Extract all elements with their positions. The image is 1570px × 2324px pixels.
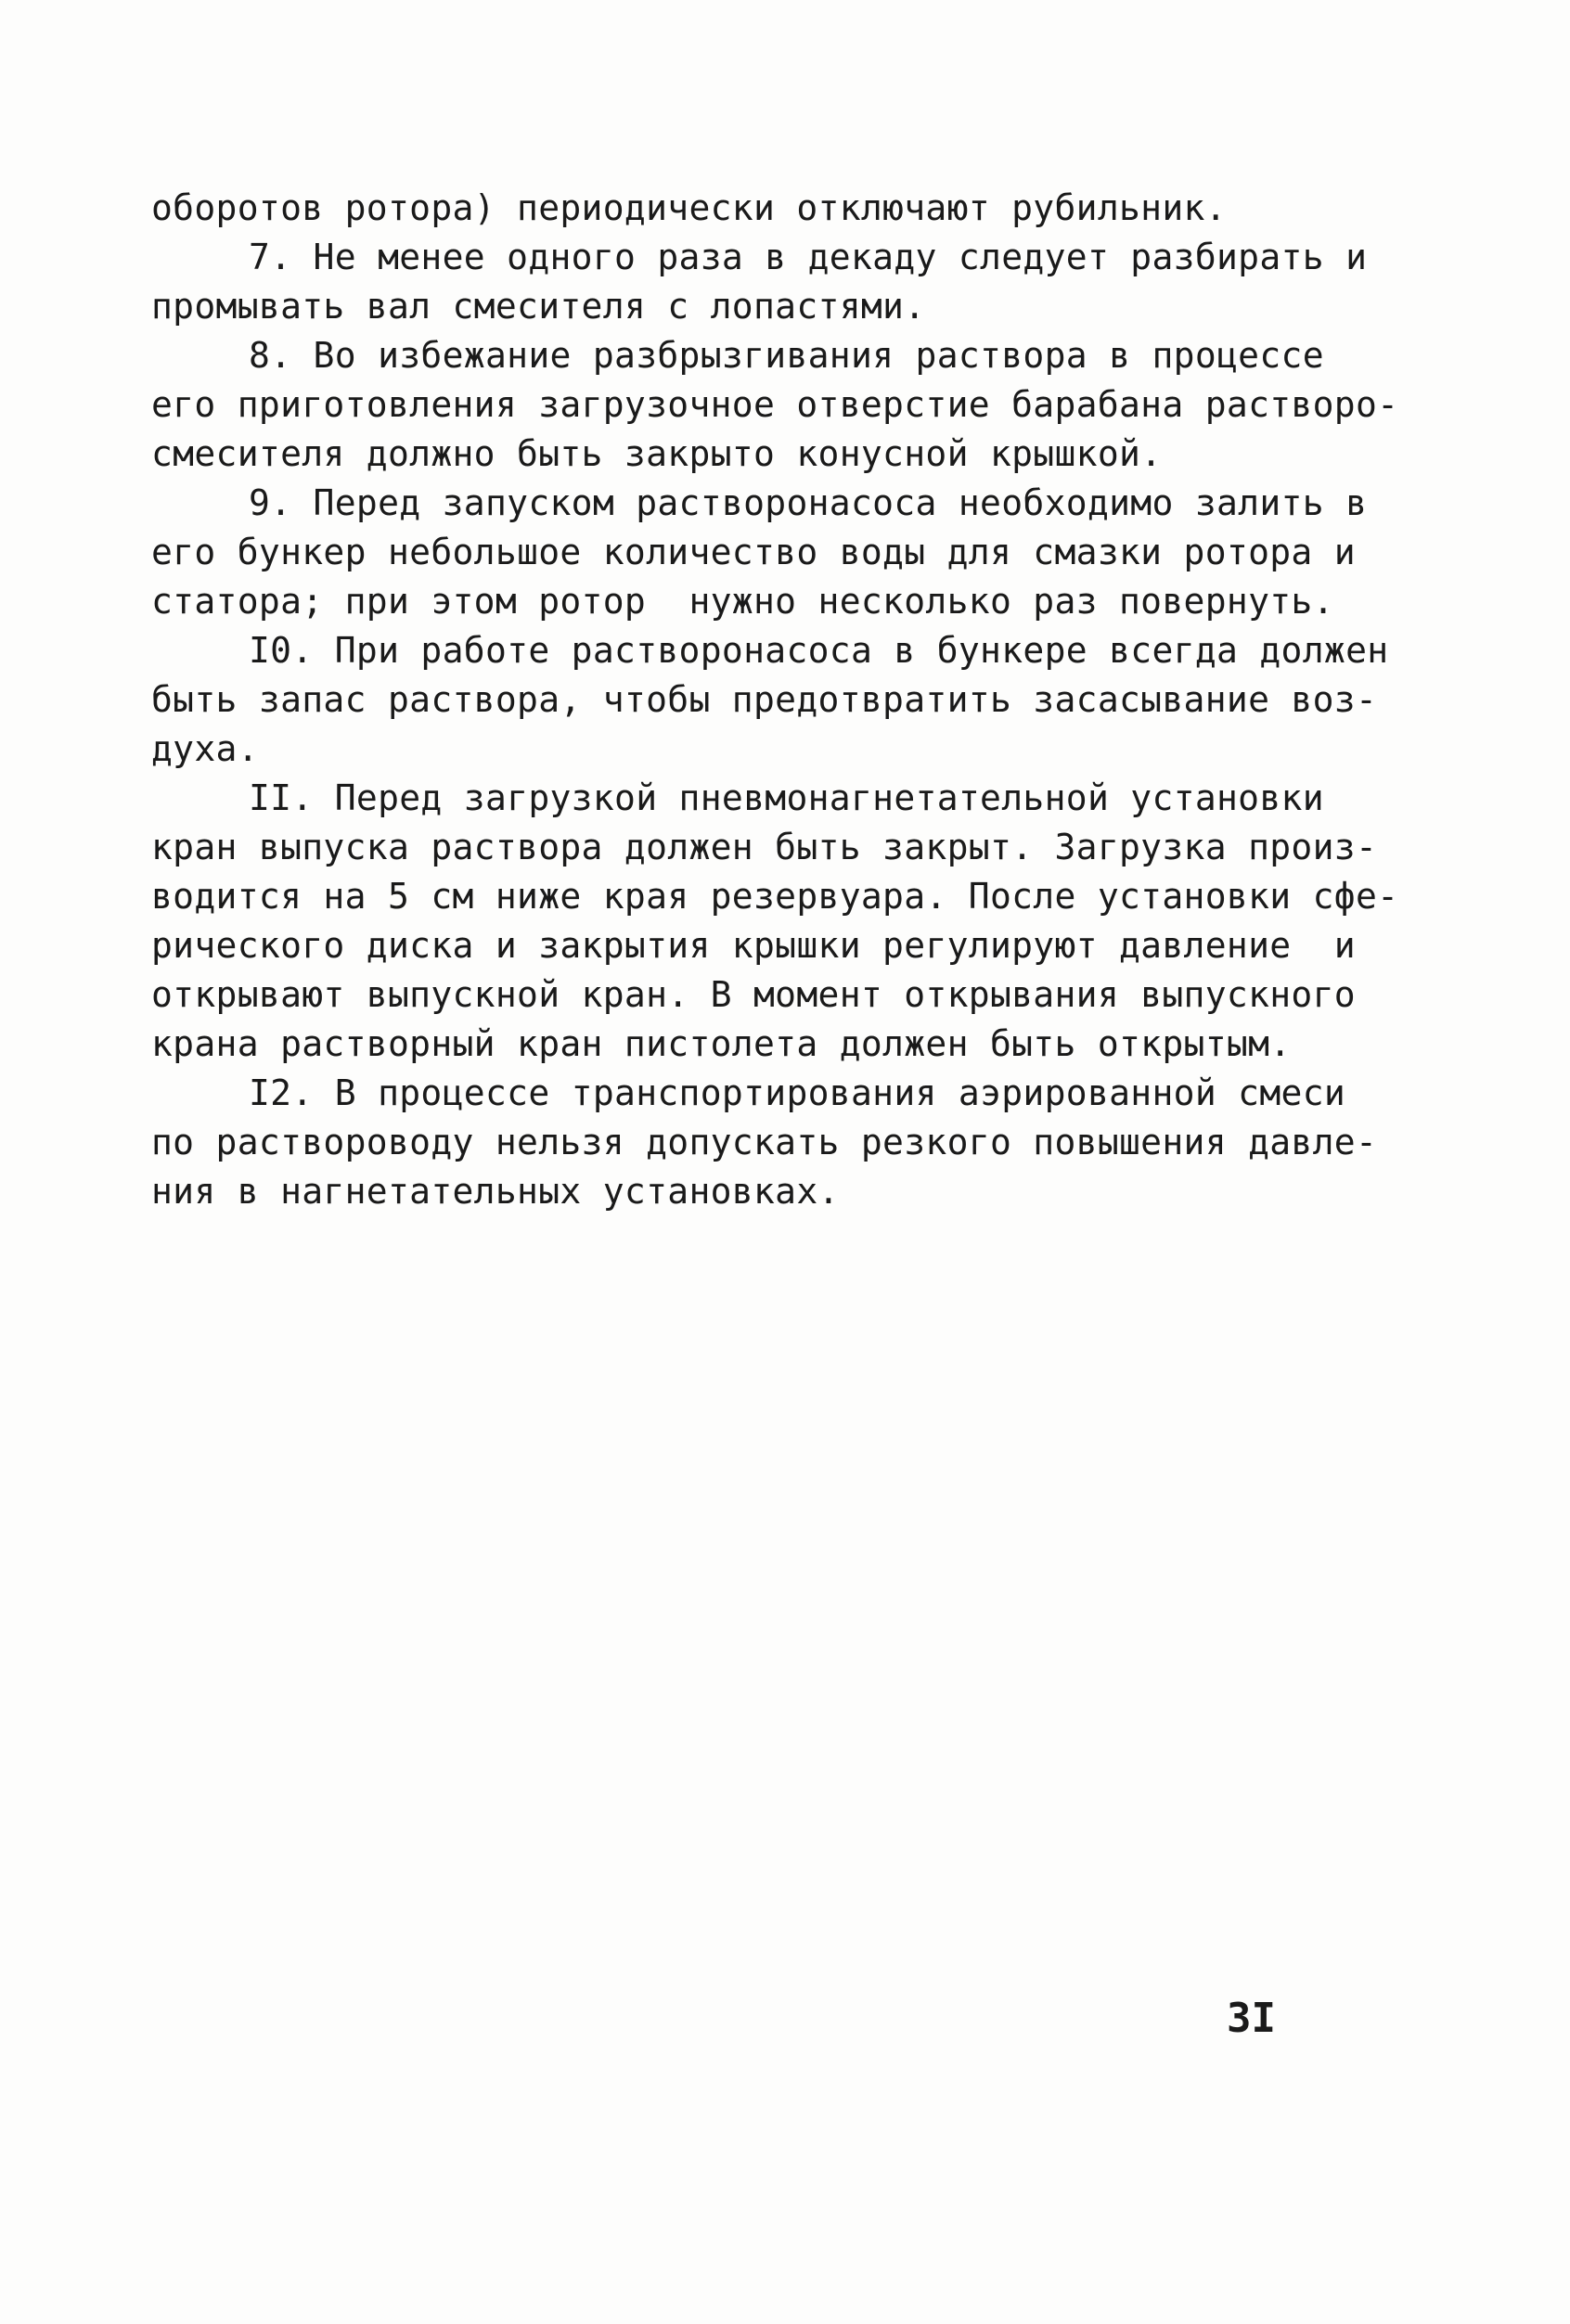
paragraph-8-start: 8. Во избежание разбрызгивания раствора в процессе xyxy=(249,335,1324,376)
paragraph-10-start: I0. При работе растворонасоса в бункере всегда должен xyxy=(249,630,1389,671)
text-line: открывают выпускной кран. В момент открывания выпускного xyxy=(151,974,1356,1015)
text-line: рического диска и закрытия крышки регулируют давление и xyxy=(151,925,1356,966)
text-line: крана растворный кран пистолета должен быть открытым. xyxy=(151,1023,1292,1064)
paragraph-9-start: 9. Перед запуском растворонасоса необходимо залить в xyxy=(249,482,1368,523)
text-line: ния в нагнетательных установках. xyxy=(151,1171,840,1212)
body-text xyxy=(151,184,1399,1216)
text-line: промывать вал смесителя с лопастями. xyxy=(151,286,926,327)
text-line: его приготовления загрузочное отверстие барабана растворо- xyxy=(151,384,1399,425)
text-line: быть запас раствора, чтобы предотвратить засасывание воз- xyxy=(151,679,1378,720)
paragraph-11-start: II. Перед загрузкой пневмонагнетательной установки xyxy=(249,777,1324,818)
paragraph-7-start: 7. Не менее одного раза в декаду следует разбирать и xyxy=(249,237,1368,277)
text-line: духа. xyxy=(151,728,259,769)
text-line: статора; при этом ротор нужно несколько раз повернуть. xyxy=(151,581,1334,622)
text-line: его бункер небольшое количество воды для смазки ротора и xyxy=(151,532,1356,572)
text-line: по раствороводу нельзя допускать резкого повышения давле- xyxy=(151,1122,1378,1162)
paragraph-12-start: I2. В процессе транспортирования аэрированной смеси xyxy=(249,1072,1346,1113)
text-line: смесителя должно быть закрыто конусной крышкой. xyxy=(151,433,1163,474)
text-line: оборотов ротора) периодически отключают рубильник. xyxy=(151,187,1227,228)
text-line: водится на 5 см ниже края резервуара. После установки сфе- xyxy=(151,876,1399,917)
text-line: кран выпуска раствора должен быть закрыт. Загрузка произ- xyxy=(151,827,1378,867)
page-number: 3I xyxy=(1227,1995,1276,2042)
